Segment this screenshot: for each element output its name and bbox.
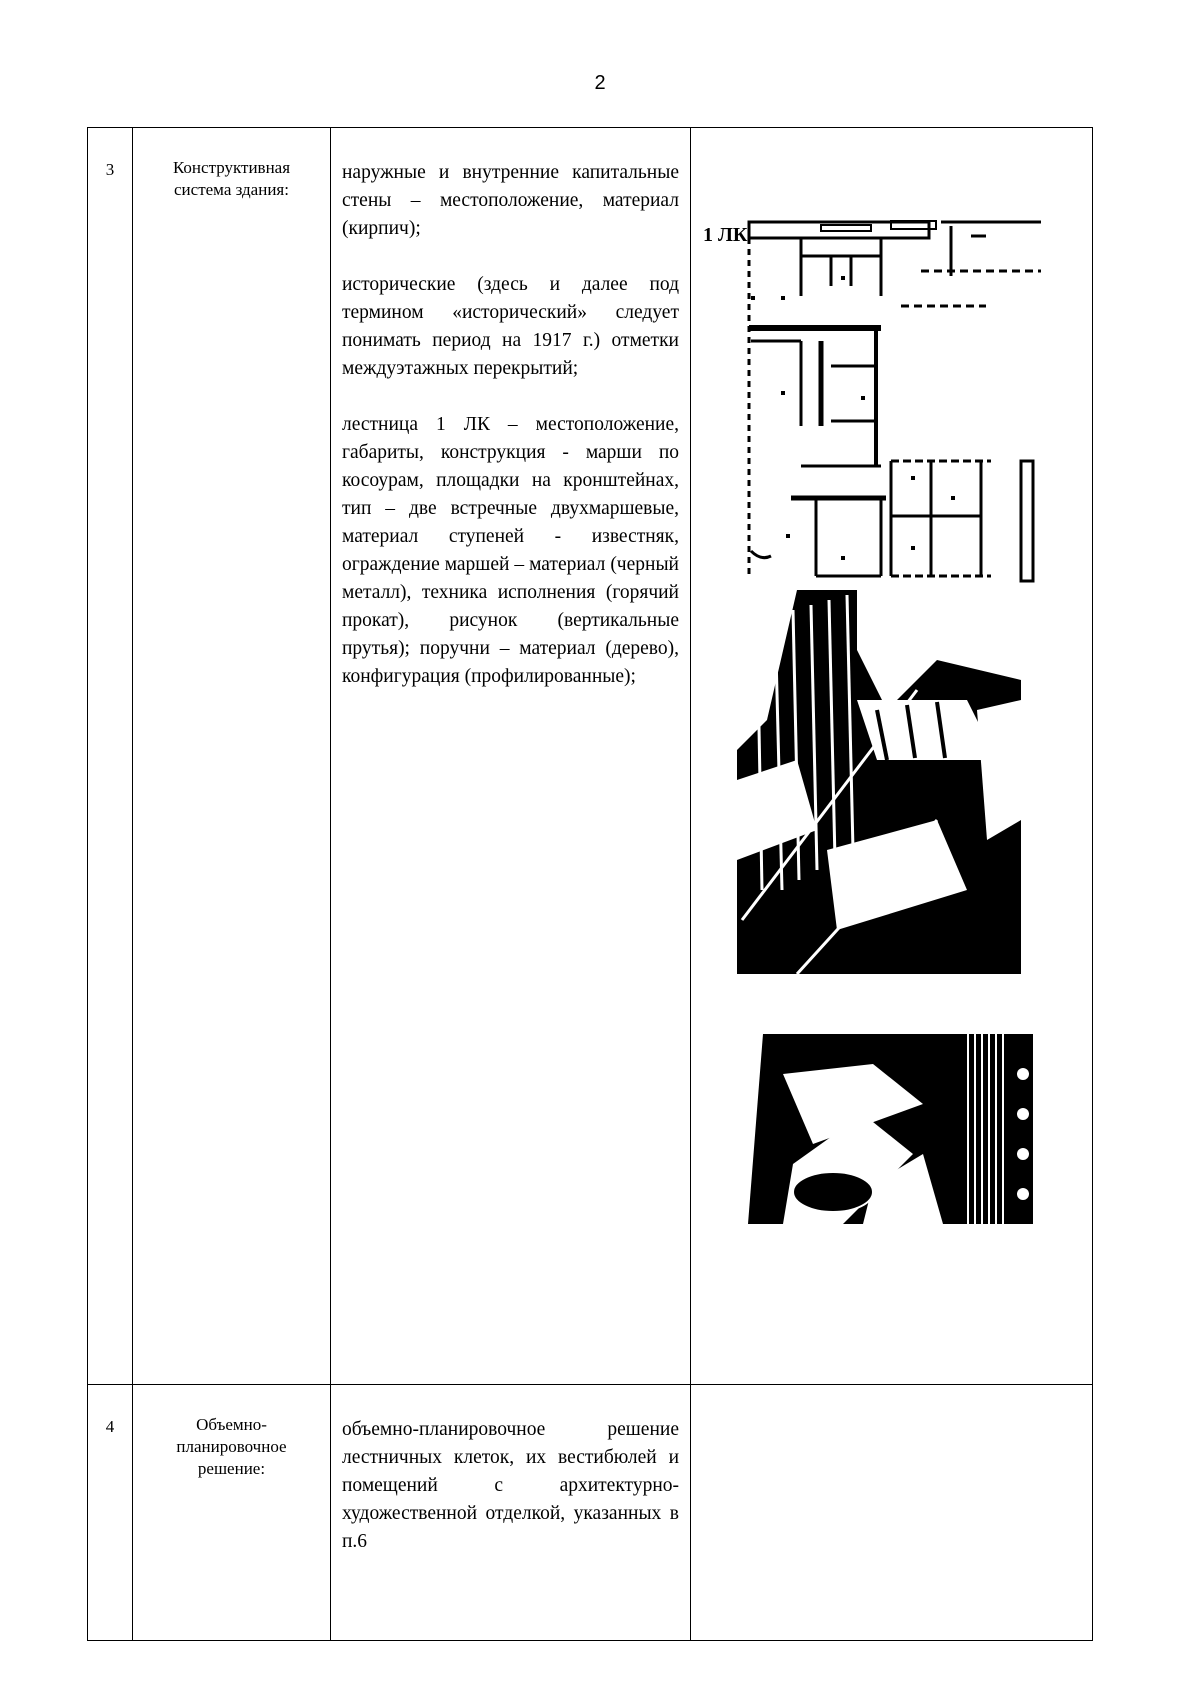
plan-label: 1 ЛК xyxy=(703,224,748,246)
illustrations-cell xyxy=(691,1385,1093,1641)
description-paragraph: исторические (здесь и далее под термином «исторический» следует понимать период на 1917 г.) отметки междуэтажных перекрытий; xyxy=(342,274,679,379)
staircase-photo xyxy=(737,590,1021,974)
row-label: Конструктивная система здания: xyxy=(133,128,331,1385)
row-description xyxy=(331,1385,691,1641)
description-paragraph: объемно-планировочное решение лестничных клеток, их вестибюлей и помещений с архитектурно-художественной отделкой, указанных в п.6 xyxy=(342,1419,679,1552)
protection-subject-table xyxy=(87,127,1093,1641)
description-paragraph: наружные и внутренние капитальные стены – местоположение, материал (кирпич); xyxy=(342,162,679,239)
table-row xyxy=(88,128,1093,1385)
floor-plan-image xyxy=(741,216,1086,588)
illustrations-cell xyxy=(691,128,1093,1385)
table-row xyxy=(88,1385,1093,1641)
description-paragraph: лестница 1 ЛК – местоположение, габариты, конструкция - марши по косоурам, площадки на кронштейнах, тип – две встречные двухмаршевые, материал ступеней - известняк, ограждение маршей – материал (черный металл), техника исполнения (горячий прокат), рисунок (вертикальные прутья); поручни – материал (дерево), конфигурация (профилированные); xyxy=(342,414,679,687)
handrail-detail-photo xyxy=(723,1034,1033,1224)
row-description xyxy=(331,128,691,1385)
page-number: 2 xyxy=(594,72,606,94)
row-label: Объемно-планировочное решение: xyxy=(133,1385,331,1641)
row-number: 4 xyxy=(88,1385,133,1641)
row-number: 3 xyxy=(88,128,133,1385)
